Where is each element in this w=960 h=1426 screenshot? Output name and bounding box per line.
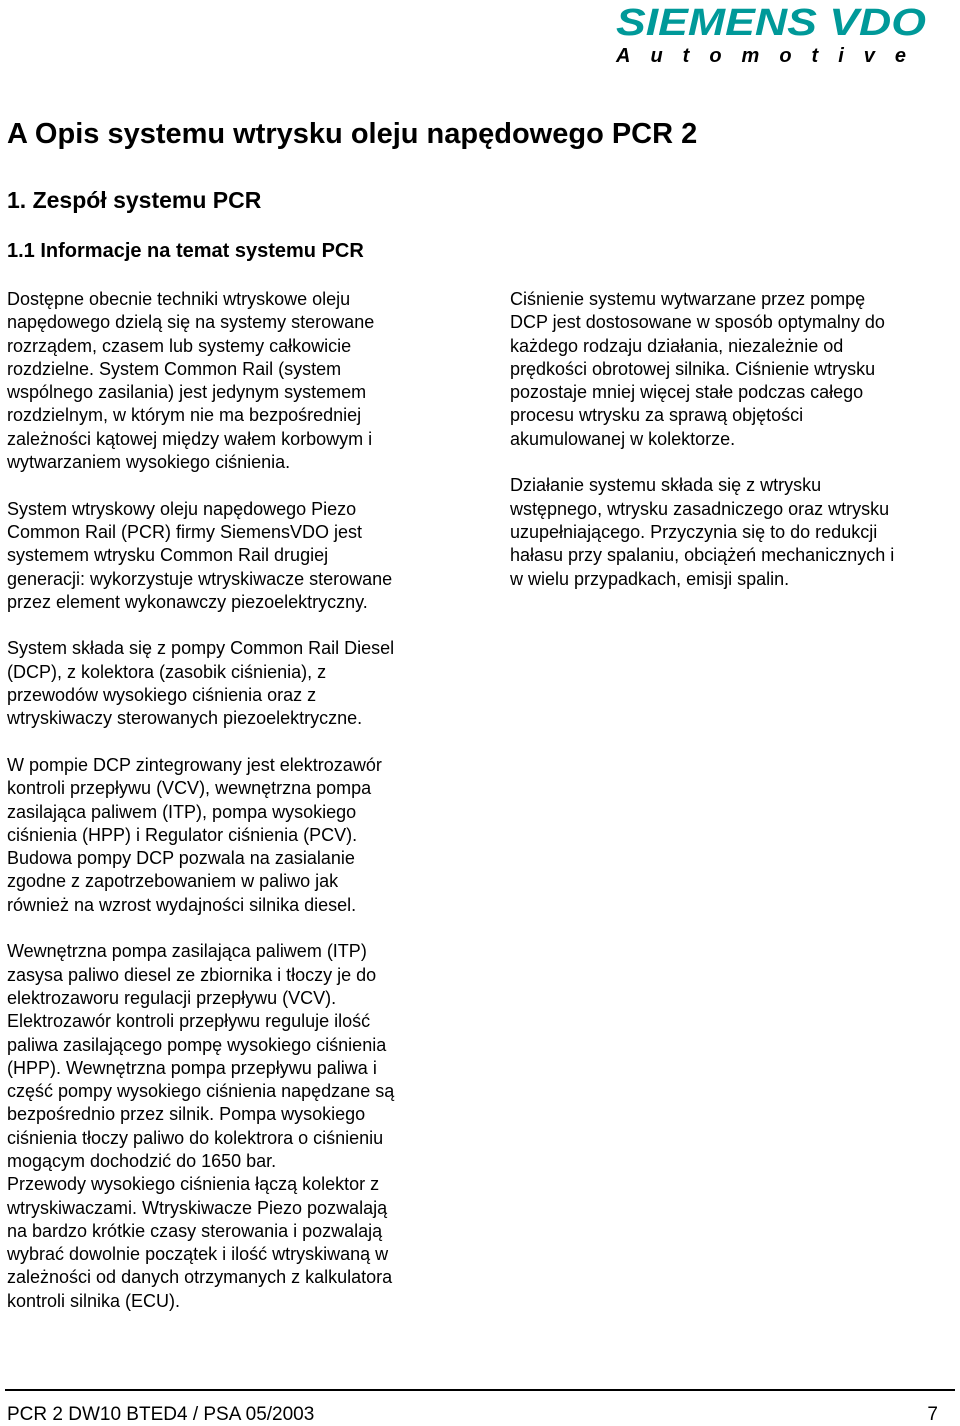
paragraph: W pompie DCP zintegrowany jest elektrozawór kontroli przepływu (VCV), wewnętrzna pompa zasilająca paliwem (ITP), pompa wysokiego ciśnienia (HPP) i Regulator ciśnienia (PCV). Budowa pompy DCP pozwala na zasialanie zgodne z zapotrzebowaniem w paliwo jak również na wzrost wydajności silnika diesel.: [7, 754, 382, 915]
left-column: [7, 288, 455, 1336]
svg-text:SIEMENS VDO: SIEMENS VDO: [616, 2, 926, 44]
paragraph: Działanie systemu składa się z wtrysku wstępnego, wtrysku zasadniczego oraz wtrysku uzupełniającego. Przyczynia się to do redukcji hałasu przy spalaniu, obciążeń mechanicznych i w wielu przypadkach, emisji spalin.: [510, 475, 895, 589]
right-column: [510, 288, 955, 614]
footer-page-number: 7: [927, 1404, 938, 1425]
subsection-heading: 1.1 Informacje na temat systemu PCR: [7, 240, 364, 262]
paragraph: Ciśnienie systemu wytwarzane przez pompę DCP jest dostosowane w sposób optymalny do każdego rodzaju działania, niezależnie od prędkości obrotowej silnika. Ciśnienie wtrysku pozostaje mniej więcej stałe podczas całego procesu wtrysku za sprawą objętości akumulowanej w kolektorze.: [510, 289, 885, 449]
paragraph: Wewnętrzna pompa zasilająca paliwem (ITP) zasysa paliwo diesel ze zbiornika i tłoczy je do elektrozaworu regulacji przepływu (VCV). Elektrozawór kontroli przepływu reguluje ilość paliwa zasilającego pompę wysokiego ciśnienia (HPP). Wewnętrzna pompa przepływu paliwa i część pompy wysokiego ciśnienia napędzane są bezpośrednio przez silnik. Pompa wysokiego ciśnienia tłoczy paliwo do kolektrora o ciśnieniu mogącym dochodzić do 1650 bar. Przewody wysokiego ciśnienia łączą kolektor z wtryskiwaczami. Wtryskiwacze Piezo pozwalają na bardzo krótkie czasy sterowania i pozwalają wybrać dowolnie początek i ilość wtryskiwaną w zależności od danych otrzymanych z kalkulatora kontroli silnika (ECU).: [7, 941, 395, 1311]
siemens-vdo-logo-graphic: [612, 0, 932, 70]
footer-divider: [5, 1389, 955, 1391]
footer-document-code: PCR 2 DW10 BTED4 / PSA 05/2003: [7, 1404, 315, 1425]
section-heading: 1. Zespół systemu PCR: [7, 187, 262, 213]
paragraph: System składa się z pompy Common Rail Diesel (DCP), z kolektora (zasobik ciśnienia), z przewodów wysokiego ciśnienia oraz z wtryskiwaczy sterowanych piezoelektryczne.: [7, 638, 395, 729]
siemens-vdo-logo: [612, 0, 932, 70]
svg-text:Automotive: Automotive: [616, 45, 926, 67]
paragraph: System wtryskowy oleju napędowego Piezo Common Rail (PCR) firmy SiemensVDO jest systemem wtrysku Common Rail drugiej generacji: wykorzystuje wtryskiwacze sterowane przez element wykonawczy piezoelektryczny.: [7, 498, 393, 612]
page-title: A Opis systemu wtrysku oleju napędowego PCR 2: [7, 118, 698, 150]
paragraph: Dostępne obecnie techniki wtryskowe oleju napędowego dzielą się na systemy sterowane rozrządem, czasem lub systemy całkowicie rozdzielne. System Common Rail (system wspólnego zasilania) jest jedynym systemem rozdzielnym, w którym nie ma bezpośredniej zależności kątowej między wałem korbowym i wytwarzaniem wysokiego ciśnienia.: [7, 289, 375, 473]
